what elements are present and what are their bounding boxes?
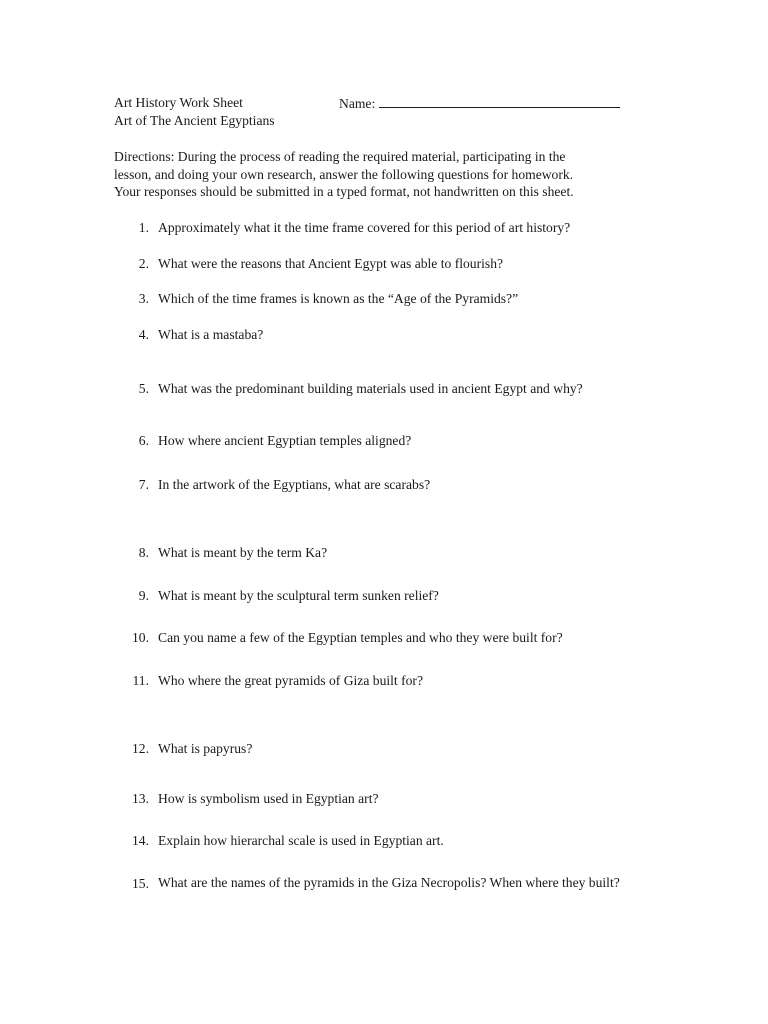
question-text: In the artwork of the Egyptians, what are scarabs?: [158, 477, 431, 492]
worksheet-title: Art History Work Sheet: [114, 95, 243, 110]
question-text: What are the names of the pyramids in the Giza Necropolis? When where they built?: [158, 875, 620, 890]
question-number: 6.: [138, 433, 149, 448]
question-text: How where ancient Egyptian temples aligned?: [158, 433, 412, 448]
name-field: [339, 94, 620, 113]
question-number: 15.: [132, 876, 149, 891]
question-number: 13.: [132, 791, 149, 806]
question-number: 1.: [138, 220, 149, 235]
question-text: Approximately what it the time frame covered for this period of art history?: [158, 220, 571, 235]
question-text: Who where the great pyramids of Giza built for?: [158, 673, 423, 688]
question-text: Explain how hierarchal scale is used in Egyptian art.: [158, 833, 444, 848]
question-number: 10.: [132, 630, 149, 645]
directions-line: lesson, and doing your own research, answer the following questions for homework.: [114, 166, 574, 182]
question-number: 9.: [138, 588, 149, 603]
question-number: 8.: [138, 545, 149, 560]
question-text: Which of the time frames is known as the “Age of the Pyramids?”: [158, 291, 519, 306]
directions-paragraph: [114, 148, 634, 201]
question-text: What is meant by the term Ka?: [158, 545, 328, 560]
question-number: 11.: [132, 673, 149, 688]
question-number: 14.: [132, 833, 149, 848]
worksheet-subtitle: Art of The Ancient Egyptians: [114, 113, 275, 128]
directions-line: Your responses should be submitted in a typed format, not handwritten on this sheet.: [114, 184, 574, 199]
directions-line: Directions: During the process of reading the required material, participating in the: [114, 149, 566, 164]
name-blank-line: [379, 94, 620, 108]
question-number: 3.: [138, 291, 149, 306]
question-text: What were the reasons that Ancient Egypt was able to flourish?: [158, 256, 504, 271]
question-text: Can you name a few of the Egyptian temples and who they were built for?: [158, 630, 563, 645]
question-number: 5.: [138, 381, 149, 396]
question-text: What is meant by the sculptural term sunken relief?: [158, 588, 439, 603]
name-label: Name:: [339, 96, 376, 111]
question-text: What is papyrus?: [158, 741, 253, 756]
question-number: 4.: [138, 327, 149, 342]
question-text: What is a mastaba?: [158, 327, 264, 342]
question-text: How is symbolism used in Egyptian art?: [158, 791, 379, 806]
question-text: What was the predominant building materials used in ancient Egypt and why?: [158, 381, 583, 396]
question-number: 7.: [138, 477, 149, 492]
question-number: 2.: [138, 256, 149, 271]
question-number: 12.: [132, 741, 149, 756]
